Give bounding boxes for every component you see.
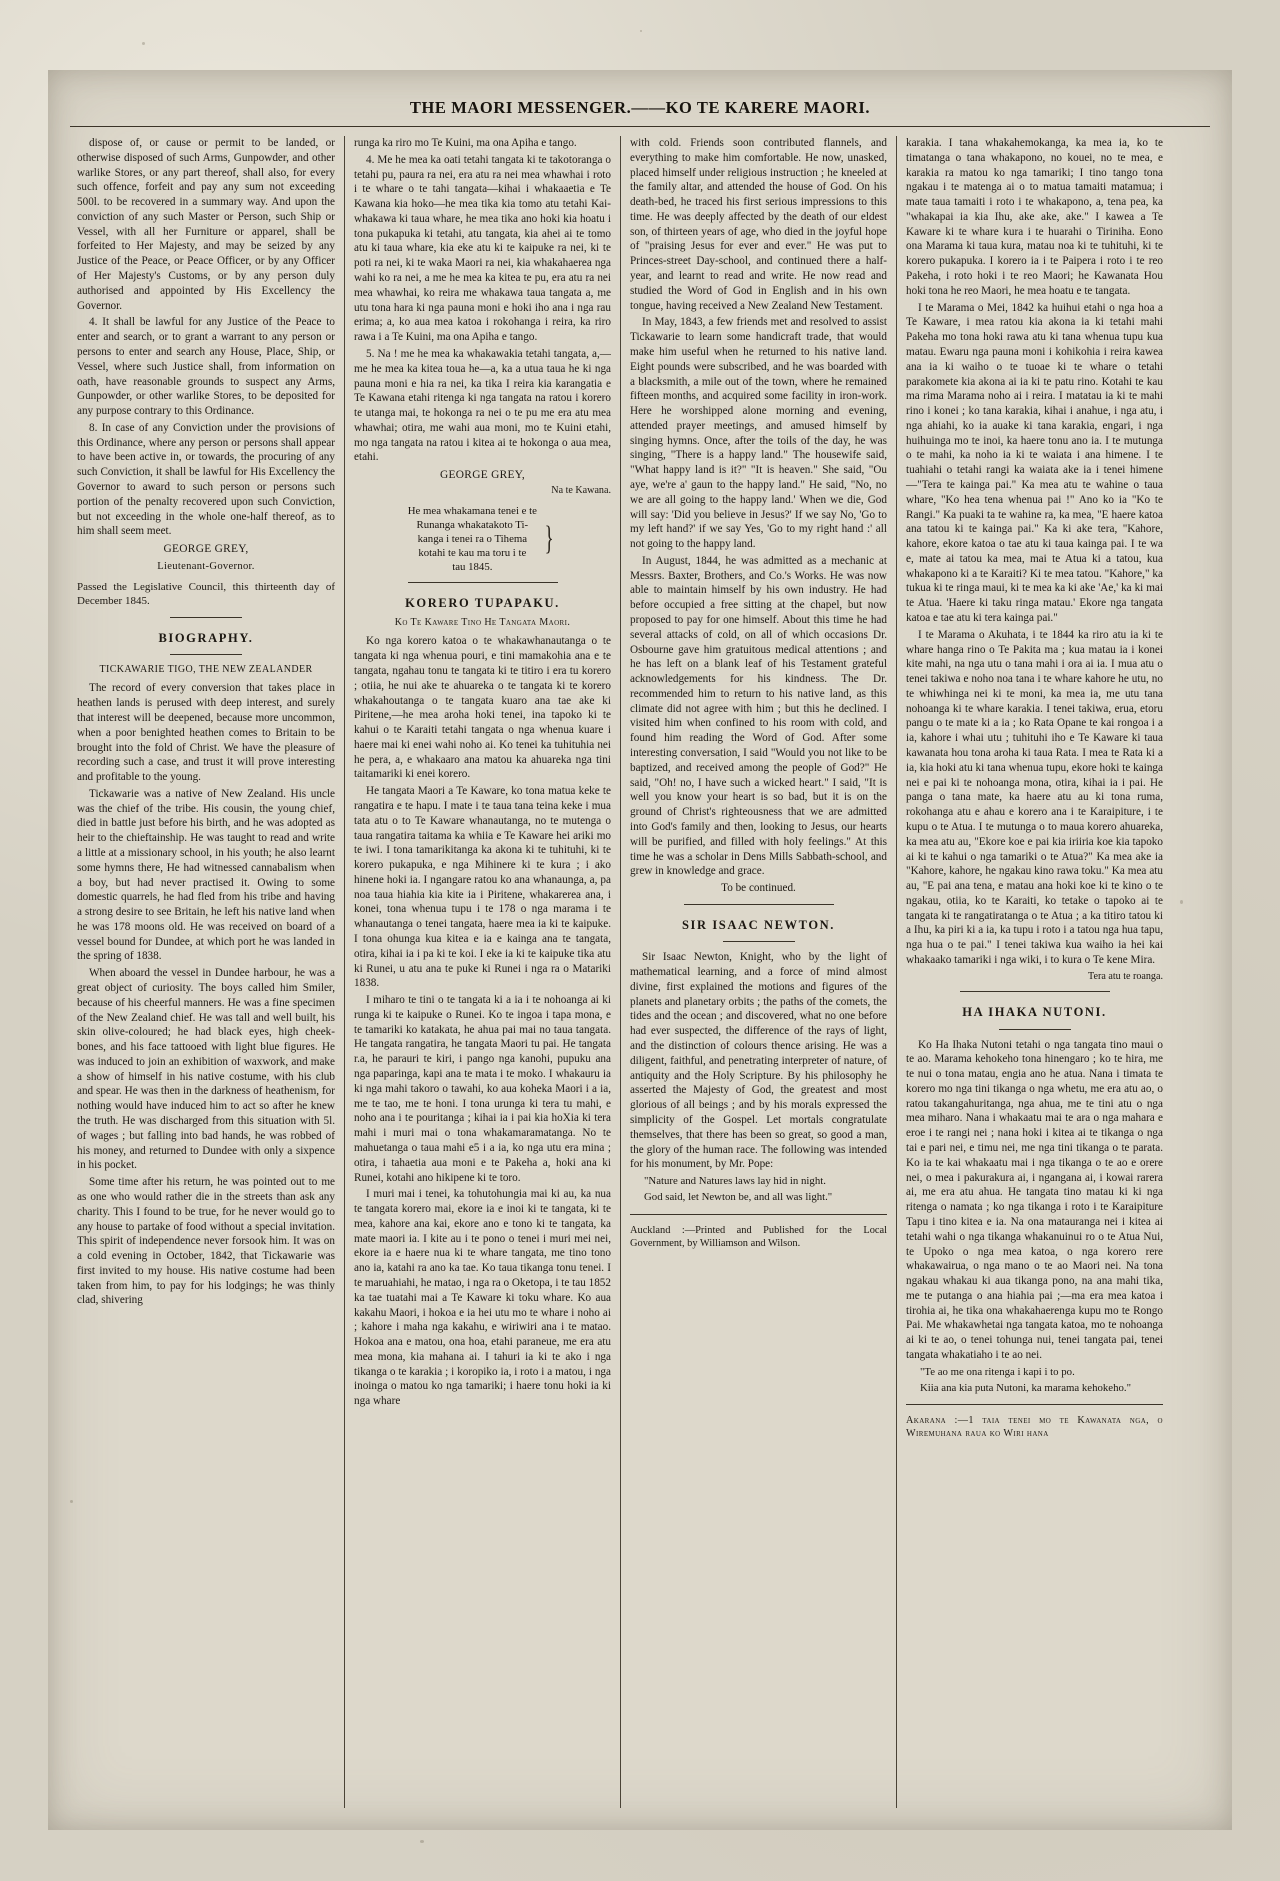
- maori-signature-byline: Na te Kawana.: [551, 485, 611, 497]
- maori-ordinance-para-3: 5. Na ! me he mea ka whakawakia tetahi tangata, a,—me he mea ka kitea toua he—a, ka a utua taua he ki nga pauna moni e hia ra nei, ka tika I reira kia karangatia e Te Kawana etahi ritenga ki nga tangata na ratou i korero te utanga mai, te hokonga ra nei o te pu me era atu mea whawhai; otira, me wahi aua moni, mo te Kuini etahi, mo nga tangata na ratou i kitea ai te hokonga o aua mea, etahi.: [354, 347, 611, 464]
- newton-heading: SIR ISAAC NEWTON.: [681, 917, 836, 932]
- column-4: [896, 136, 1172, 1808]
- korero-para-4: I muri mai i tenei, ka tohutohungia mai ki au, ka nua te tangata korero mai, ekore ia e inoi ki te tangata, ki te mea, kahore ana kai, ekore ano e tono ki te tangata, ka mate maori ia. I kite au i te pono o tenei i muri mei nei, ekore ia e haere nua ki te whare tangata, me tino tono ano ia, katahi ra ano ka tae. Ko taua tikanga tonu tenei. I te maruahiahi, he matao, i nga ra o Oketopa, i te tau 1852 ka tae tuatahi mai a Te Kaware ki toku whare. Ko aua kakahu Maori, i hokoa e ia hei utu mo te whare i noho ai ; kahore i maha nga kakahu, e wiriwiri ana i te matao. Hokoa ana e matou, ona hoa, etahi paraneue, me era atu mea mona, kia mahana ai. I tahuri ia ki te ako i nga tikanga o te karakia ; i koropiko ia, i roto i a matou, i nga inoinga o matou ko nga tamariki; i haere tonu hoki ia ki nga whare: [354, 1188, 611, 1408]
- signature-name: GEORGE GREY,: [163, 543, 249, 556]
- column-2: [344, 136, 620, 1808]
- ordinance-para-2: 4. It shall be lawful for any Justice of the Peace to enter and search, or to grant a warrant to any person or persons to enter and search any House, Place, Ship, or Vessel, where such Justice shall, from information on oath, have reasonable grounds to suspect any Arms, Gunpowder, or other warlike Stores, to be deposited for any purpose contrary to this Ordinance.: [77, 316, 335, 418]
- enactment-line-4: kotahi te kau ma toru i te: [418, 546, 527, 559]
- to-be-continued: To be continued.: [721, 882, 796, 895]
- section-divider: [170, 617, 242, 618]
- enactment-line-1: He mea whakamana tenei e te: [407, 504, 537, 517]
- biography-subheading: TICKAWARIE TIGO, THE NEW ZEALANDER: [99, 664, 313, 676]
- signature-title: Lieutenant-Governor.: [157, 561, 255, 573]
- column-3: [620, 136, 896, 1808]
- maori-ordinance-para-2: 4. Me he mea ka oati tetahi tangata ki te takotoranga o tetahi pu, paura ra nei, era atu ra nei mea whawhai i roto i te whare o te tahi tangata—kihai i whakaaetia e Te Kawana kia hoko—he mea tika kia tomo atu tetahi Kai-whakawa ki taua whare, he mea tika ano hoki kia hoatu i tona pukapuka ki tetahi, atu tangata, kia ahei ai te tomo atu ki taua whare, kia eke atu ki te kaipuke ra nei, ki te poti ra nei, ki te waka Maori ra nei, kia whakahaerea nga wahi ko ra nei, a me he mea ka kitea te pu, era atu ra nei mea whawhai, ko reira me whakawa taua tangata a, me utu tona hara ki nga pauna moni e hoki iho ana i nga rau erima; a, ko aua mea katoa i rokohanga i reira, ka riro rawa i a Te Kuini, ma ona Apiha e tango.: [354, 153, 611, 344]
- newton-divider: [684, 904, 834, 905]
- enactment-line-3: kanga i tenei ra o Tihema: [417, 532, 528, 545]
- korero-para-3: I miharo te tini o te tangata ki a ia i te nohoanga ai ki runga ki te kaipuke o Runei. Ko te ingoa i tapa mona, e te tamariki ko katakata, he ahua pai mai no taua tangata. He tangata rangatira, he tangata Maori tu pai. He tangata r.a, he parauri te kiri, i pango nga kanohi, pupuku ana nga paparinga, kapi ana te mata i te moko. I whakauru ia ki nga mahi takoro o tawahi, ko aua koheka Maori i a ia, me te tao, me te honi. I tona urunga ki tera tu mahi, e noho ana i te pouritanga ; kihai ia i pai kia hoXia ki tera mahi i muri mai o tona whakamaramatanga. No te mahuetanga o taua mahi e5 i a ia, ko nga utu era mina ; otira, i tahaetia aua moni e te Pakeha a, hoki ana ki Runei, kotahi ano hikipene ki te toro.: [354, 994, 611, 1184]
- ordinance-para-1: dispose of, or cause or permit to be landed, or otherwise disposed of such Arms, Gunpowder, and other warlike Stores, or any part thereof, shall also, for every such offence, forfeit and pay any sum not exceeding 500l. to be recovered in a summary way. And upon the conviction of any such Master or Person, such Ship or Vessel, with all her Furniture or apparel, shall be forfeited to Her Majesty, and may be seized by any Justice of the Peace, or Peace Officer, or by any Officer of Her Majesty's Customs, or by any person duly authorised and appointed by His Excellency the Governor.: [77, 137, 335, 312]
- newton-subdivider: [723, 941, 795, 942]
- newton-epitaph-line-1: "Nature and Natures laws lay hid in night.: [644, 1175, 826, 1188]
- imprint-text: Auckland :—Printed and Published for the Local Government, by Williamson and Wilson.: [630, 1224, 887, 1250]
- maori-to-be-continued: Tera atu te roanga.: [1088, 970, 1163, 982]
- maori-biography-para-2: I te Marama o Mei, 1842 ka huihui etahi o nga hoa a Te Kaware, i mea ratou kia akona ia ki tetahi mahi Pakeha mo tona hoki rawa atu ki tana whenua tupu kua matau. Ewaru nga pauna moni i kohikohia i reira kawea ana ia ki waiho o te tuoae ki te whare o tetahi parakomete kia akona ai ia ki te patu rino. Kotahi te kau ma rima Marama noho ai i reira. I matatau ia ki te mahi rino i konei ; ko tana karakia, kihai i anahue, i nga atu, i nga ahiahi, ko ia auake ki tana karakia, engari, i nga huihuinga mo te inoi, ka haere tonu ano ia. I te mutunga o te mahi, ka noho ia ki te waiata i ana himene. I te tuahiahi o tetahi rangi ka waiata ake ia i tenei himene—"Tera te kainga pai." Ka mea atu te wahine o taua whare, "Ko hea tena whenua pai !" Ano ko ia "Ko te Rangi." Ka puaki ta te wahine ra, ka mea, "E haere katoa ana tatou ki te kainga pai." Ka ki ake tera, "Kahore, kahore, ekore katoa o tae atu ki taua kainga pai. I te wa e, mate ai tatou ka mea, mai te Atua ki a tatou, kua whakapono ki a te Karaiti? Ki te mea tatou. "Kahore," ka tukua ki te ringa maui, ki te mea ka ki ake 'Ae,' ka ki mai te Atua. 'Haere ki taku ringa matau.' Ekore nga tangata katoa e tae atu ki tera kainga pai.": [906, 301, 1163, 624]
- nutoni-heading: HA IHAKA NUTONI.: [962, 1005, 1107, 1020]
- biography-heading: BIOGRAPHY.: [158, 630, 254, 645]
- ordinance-para-3: 8. In case of any Conviction under the provisions of this Ordinance, where any person or persons shall appear to have been active in, or towards, the procuring of any such Conviction, it shall be lawful for His Excellency the Governor to award to such person or persons such portion of the penalty recovered upon such Conviction, but not exceeding in the whole one-half thereof, as to him shall seem meet.: [77, 421, 335, 538]
- nutoni-subdivider: [999, 1029, 1071, 1030]
- biography-para-3: When aboard the vessel in Dundee harbour, he was a great object of curiosity. The boys called him Smiler, because of his cheerful manners. He was a fine specimen of the New Zealand chief. He was tall and well built, his skin olive-coloured; he had black eyes, high cheek-bones, and his face tattooed with light blue figures. He was induced to join an exhibition of waxwork, and make a show of himself in his native costume, with his club and spear. He was then in the darkness of heathenism, for nothing would have induced him to act so after he knew the truth. He was discharged from this situation with 5l. of wages ; but falling into bad hands, he was robbed of his money, and returned to Dundee with only a sixpence in his pocket.: [77, 967, 335, 1172]
- imprint-divider: [630, 1214, 887, 1215]
- biography-para-1: The record of every conversion that takes place in heathen lands is perused with deep interest, and surely that interest will be deepened, because more uncommon, when a poor benighted heathen comes to Britain to be brought into the fold of Christ. We have the pleasure of recording such a case, and trust it will prove interesting and profitable to the young.: [77, 682, 335, 784]
- korero-divider: [408, 582, 558, 583]
- maori-biography-para-1: karakia. I tana whakahemokanga, ka mea ia, ko te timatanga o tana whakapono, no kouei, no te mea, e karakia ra matou ko nga tamariki; I tino tango tona ngakau i te matenga ai o to matua tamaiti matamua; i mate taua tamaiti i roto i te whakapono, a, tena pea, ka "whakapai ia kia Ihu, ake ake, ake." I kawea a Te Kaware ki te whare kura i te huarahi o Tiriniha. Eono ona Marama ki taua kura, matau noa ki te tuhituhi, ki te korero pukapuka. I korero ia i te Paipera i roto i te reo Pakeha, i roto hoki i te reo Maori; he Kawanata Hou hoki tona he reo Maori, he mea hoatu e te tangata.: [906, 137, 1163, 297]
- biography-para-2: Tickawarie was a native of New Zealand. His uncle was the chief of the tribe. His cousin, the young chief, died in battle just before his birth, and he was adopted as heir to the chieftainship. He was taught to read and write a little at a missionary school, in his youth; he also learnt some hymns there, He had witnessed cannabalism when a boy, but had never practised it. Owing to some domestic quarrels, he had fled from his tribe and having a strong desire to see Britain, he left his native land when he was 178 moons old. He was received on board of a vessel bound for Dundee, at which port he was landed in the spring of 1838.: [77, 787, 335, 963]
- korero-subheading: Ko Te Kaware Tino He Tangata Maori.: [394, 617, 571, 629]
- masthead-title: THE MAORI MESSENGER.——KO TE KARERE MAORI.: [409, 98, 871, 117]
- maori-imprint-text: Akarana :—1 taia tenei mo te Kawanata nga, o Wiremuhana raua ko Wiri hana: [906, 1415, 1163, 1440]
- passed-statement: Passed the Legislative Council, this thirteenth day of December 1845.: [77, 581, 335, 608]
- paper-speck: [420, 1840, 424, 1843]
- enactment-line-2: Runanga whakatakoto Ti-: [416, 518, 529, 531]
- newton-epitaph-line-2: God said, let Newton be, and all was light.": [644, 1191, 833, 1204]
- curly-brace-icon: }: [544, 519, 554, 557]
- newspaper-sheet: [48, 70, 1232, 1830]
- nutoni-epitaph-line-1: "Te ao me ona ritenga i kapi i to po.: [920, 1365, 1075, 1378]
- masthead-rule: [70, 126, 1210, 127]
- korero-heading: KORERO TUPAPAKU.: [405, 595, 560, 610]
- biography-cont-para-1: with cold. Friends soon contributed flannels, and everything to make him comfortable. He now, unasked, placed himself under religious instruction ; he kneeled at the family altar, and attended the house of God. On his death-bed, he traced his first serious impressions to this time. He was deeply affected by the death of our eldest son, of thirteen years of age, who died in the joyful hope of "praising Jesus for ever and ever." He was put to Princes-street Day-school, and continued there a half-year, and learnt to read and write. He now read and studied the Word of God in English and in his own tongue, having received a New Zealand New Testament.: [630, 137, 887, 312]
- column-container: [68, 136, 1214, 1808]
- enactment-brace-block: [354, 504, 611, 574]
- korero-para-1: Ko nga korero katoa o te whakawhanautanga o te tangata ki nga whenua pouri, e tini mamakohia ana e te tangata, ngahau tonu te tangata ki te titiro i era tu korero ; otiia, he nui ake te ahuareka o te tangata ki te korero whakahoutanga o te tangata kuaro ana tae ake ki Piritene,—he mea aroha hoki tenei, ina tapoko ki te kahui o te Karaiti tetahi tangata o nga whenua kuare i haere mai ki enei wahi noho ai. Ko tenei ka tuhituhia nei he pera, a, e whakaaro ana matou ka ahuareka nga tini taitamariki ki enei korero.: [354, 635, 611, 781]
- maori-biography-para-3: I te Marama o Akuhata, i te 1844 ka riro atu ia ki te whare hanga rino o Te Pakita ma ; kua matau ia i konei kite mahi, na nga utu o tana mahi i ora ai ia. I mua atu o tenei takiwa e noho noa tana i te whare kahore he utu, no te whiwhinga nei ki te moni, ka mea ia, me utu tana nohoanga ki te whare karakia. I tenei takiwa, erua, etoru pangu o te mate ki a ia ; ko Rata Opane te kai rongoa i a ia, kahore i whai utu ; tuhituhi iho e Te Kaware ki taua kawanata hou tona aroha ki taua Rata. I mea te Rata ki a ia, kia hoki atu ki tana whenua tupu, ekore hoki te kainga nei e pai ki te nohoanga mona, otira, kihai ia i pai. He panga o tana mate, ka haere atu au ki tona ruma, rokohanga atu e ahau e korero ana i te Karaipiture, i te kupu o te Atua. I te mutunga o to maua korero ahuareka, ka mea atu au, "Ekore koe e pai kia iriiria koe kia tapoko ai ki te kahui o nga tamariki o te Atua?" Ka mea ake ia "Kahore, kahore, he ngakau kino rawa toku." Ka mea atu au, "E pai ana tena, e matau ana hoki koe ki te kino o te ngakau, otiia, ko te Karaiti, ko tetake o tapoko ai te tangata ki te rangatiratanga o te Atua ; a ka titiro tatou ki a Ihu, ka piri ki a ia, ka tupu i roto i a tatou nga hua tapu, nga hua o te pai." I tenei takiwa kua waiho ia hei kai whakaako tamariki i nga wiki, i to kura o Te kene Mira.: [906, 628, 1163, 966]
- newton-para-1: Sir Isaac Newton, Knight, who by the light of mathematical learning, and a force of mind almost divine, first explained the motions and figures of the planets and planetary orbits ; the paths of the comets, the tides and the ocean ; and discovered, what no one before had ever suspected, the difference of the rays of light, and the distinction of colours thence arising. He was a diligent, faithful, and penetrating interpreter of nature, of antiquity and the Holy Scripture. By his philosophy he asserted the Majesty of God, the greatest and most glorious of all beings ; and by his morals expressed the simplicity of the Gospel. Let mortals congratulate themselves, that there has been so great, so good a man, the glory of the human race. The following was intended for his monument, by Mr. Pope:: [630, 951, 887, 1171]
- biography-cont-para-3: In August, 1844, he was admitted as a mechanic at Messrs. Baxter, Brothers, and Co.'s Works. He was now able to maintain himself by his own industry. He had before occupied a free sitting at the chapel, but now proposed to pay for one himself. About this time he had several attacks of cold, on all of which occasions Dr. Osbourne gave him gratuitous medical attentions ; and he has left on a blank leaf of his Testament grateful acknowledgements for his kindness. The Dr. recommended him to return to his native land, as this climate did not agree with him ; but this he declined. I visited him when confined to his room with cold, and found him reading the Word of God. After some interesting conversation, I said "Would you not like to be baptized, and received among the people of God?" He said, "Oh! no, I have such a wicked heart." I said, "It is well you know your heart is so bad, but it is on the ground of Christ's righteousness that we are admitted into God's family and then, looking to Jesus, our hearts will be purified, and filled with holy feelings." At this time he was a scholar in Dens Mills Sabbath-school, and grew in knowledge and grace.: [630, 554, 887, 878]
- paper-speck: [142, 42, 145, 45]
- biography-para-4: Some time after his return, he was pointed out to me as one who would rather die in the streets than ask any charity. This I found to be true, for he never would go to any house to partake of food without a special invitation. This spirit of independence never forsook him. It was on a cold evening in October, 1842, that Tickawarie was first invited to my house. His native costume had been taken from him, to pay for his lodgings; he was thinly clad, shivering: [77, 1176, 335, 1307]
- maori-ordinance-para-1: runga ka riro mo Te Kuini, ma ona Apiha e tango.: [354, 137, 577, 149]
- nutoni-divider: [960, 991, 1110, 992]
- nutoni-epitaph-line-2: Kiia ana kia puta Nutoni, ka marama kehokeho.": [920, 1382, 1131, 1394]
- korero-para-2: He tangata Maori a Te Kaware, ko tona matua keke te rangatira e te hapu. I mate i te taua tana teina keke i mua tata atu o to Te Kaware whanautanga, no te mutenga o taua rangatira taitama ka whiia e Te Kaware hei ariki mo te iwi. I tona tamarikitanga ka akona ki te tuhituhi, ki te korero pukapuka, e nga Mihinere ki te kura ; i ako hinene hoki ia. I ngangare ratou ko ana whanaunga, a, pa noa taua hiahia kia kite ia i Piritene, whakarerea ana, i konei, tona whenua tupu i te 178 o nga marama i te whanautanga o tenei tangata, haere mea ia ki te kaipuke. I tona ohunga kua kitea e ia e kainga ana te tangata, otira, kihai ia i pa ki te koi. I eke ia ki te kaipuke tika atu ki Runei, u atu ana te puke ki Runei i nga ra o Matariki 1838.: [354, 785, 611, 990]
- maori-imprint-divider: [906, 1404, 1163, 1405]
- biography-divider: [170, 654, 242, 655]
- nutoni-para-1: Ko Ha Ihaka Nutoni tetahi o nga tangata tino maui o te ao. Marama kehokeho tona hinengaro ; ko te hira, me te nui o tona matau, engia ano he atua. Nana i timata te korero mo nga tini tikanga o nga whetu, me era atu ao, o ratou takangahuritanga, nga ahua, me te tini atu o nga mea miharo. Nana i whakaatu mai te ara o nga mahara e eroe i te rangi nei ; nana hoki i kitea ai te tikanga o nga tai e pari nei, e timu nei, me nga tini tikanga o te parata. Ko ia te kai whakaatu mai i nga tikanga o te ao e orere nei, o mea i pakurakura ai, i ngangana ai, i kowai rarera ai, me era atu ahua. He tangata tino matau ki ki nga ritenga o namata ; ko nga tikanga i roto i te Karaipiture Tapu i tino kitea e ia. Na ona matauranga nei i kitea ai tetahi wahi o nga tikanga whakanuinui ro o te Atua Nui, te Upoko o nga mea katoa, o nga korero rere whakawairua, o nga mano o te ao Maori nei. Na tona ngakau whakau ki aua tikanga pono, na ana mahi tika, me te putanga o ana hiahia pai ;—ma era mea katoa i tirohia ai, he tika ona whakahaerenga kupu mo te Rongo Pai. Me whakawhetai nga tangata katoa, mo te nohoanga ai ki te ao, o tenei tohunga nui, tenei tangata pai, tenei tangata whakatiaho i te ao nei.: [906, 1038, 1163, 1361]
- maori-signature-name: GEORGE GREY,: [439, 469, 526, 482]
- enactment-line-5: tau 1845.: [452, 560, 493, 573]
- column-1: [68, 136, 344, 1808]
- biography-cont-para-2: In May, 1843, a few friends met and resolved to assist Tickawarie to learn some handicraft trade, that would make him useful when he returned to his native land. Eight pounds were subscribed, and he was boarded with a blacksmith, a mile out of the town, where he remained fifteen months, and acquired some facility in iron-work. Here he worshipped alone morning and evening, attended prayer meetings, and amused himself by singing hymns. Once, after the toils of the day, he was singing, "There is a happy land." The housewife said, "What happy land is it?" "It is heaven." She said, "Ou aye, we're a' gaun to the happy land." He said, "No, no we are all going to the happy land.' When we die, God will say: 'Did you believe in Jesus?' If we say No, 'Go to my left hand?' if we say Yes, 'Go to my right hand :' all not going to the happy land.: [630, 316, 887, 551]
- paper-speck: [640, 30, 642, 32]
